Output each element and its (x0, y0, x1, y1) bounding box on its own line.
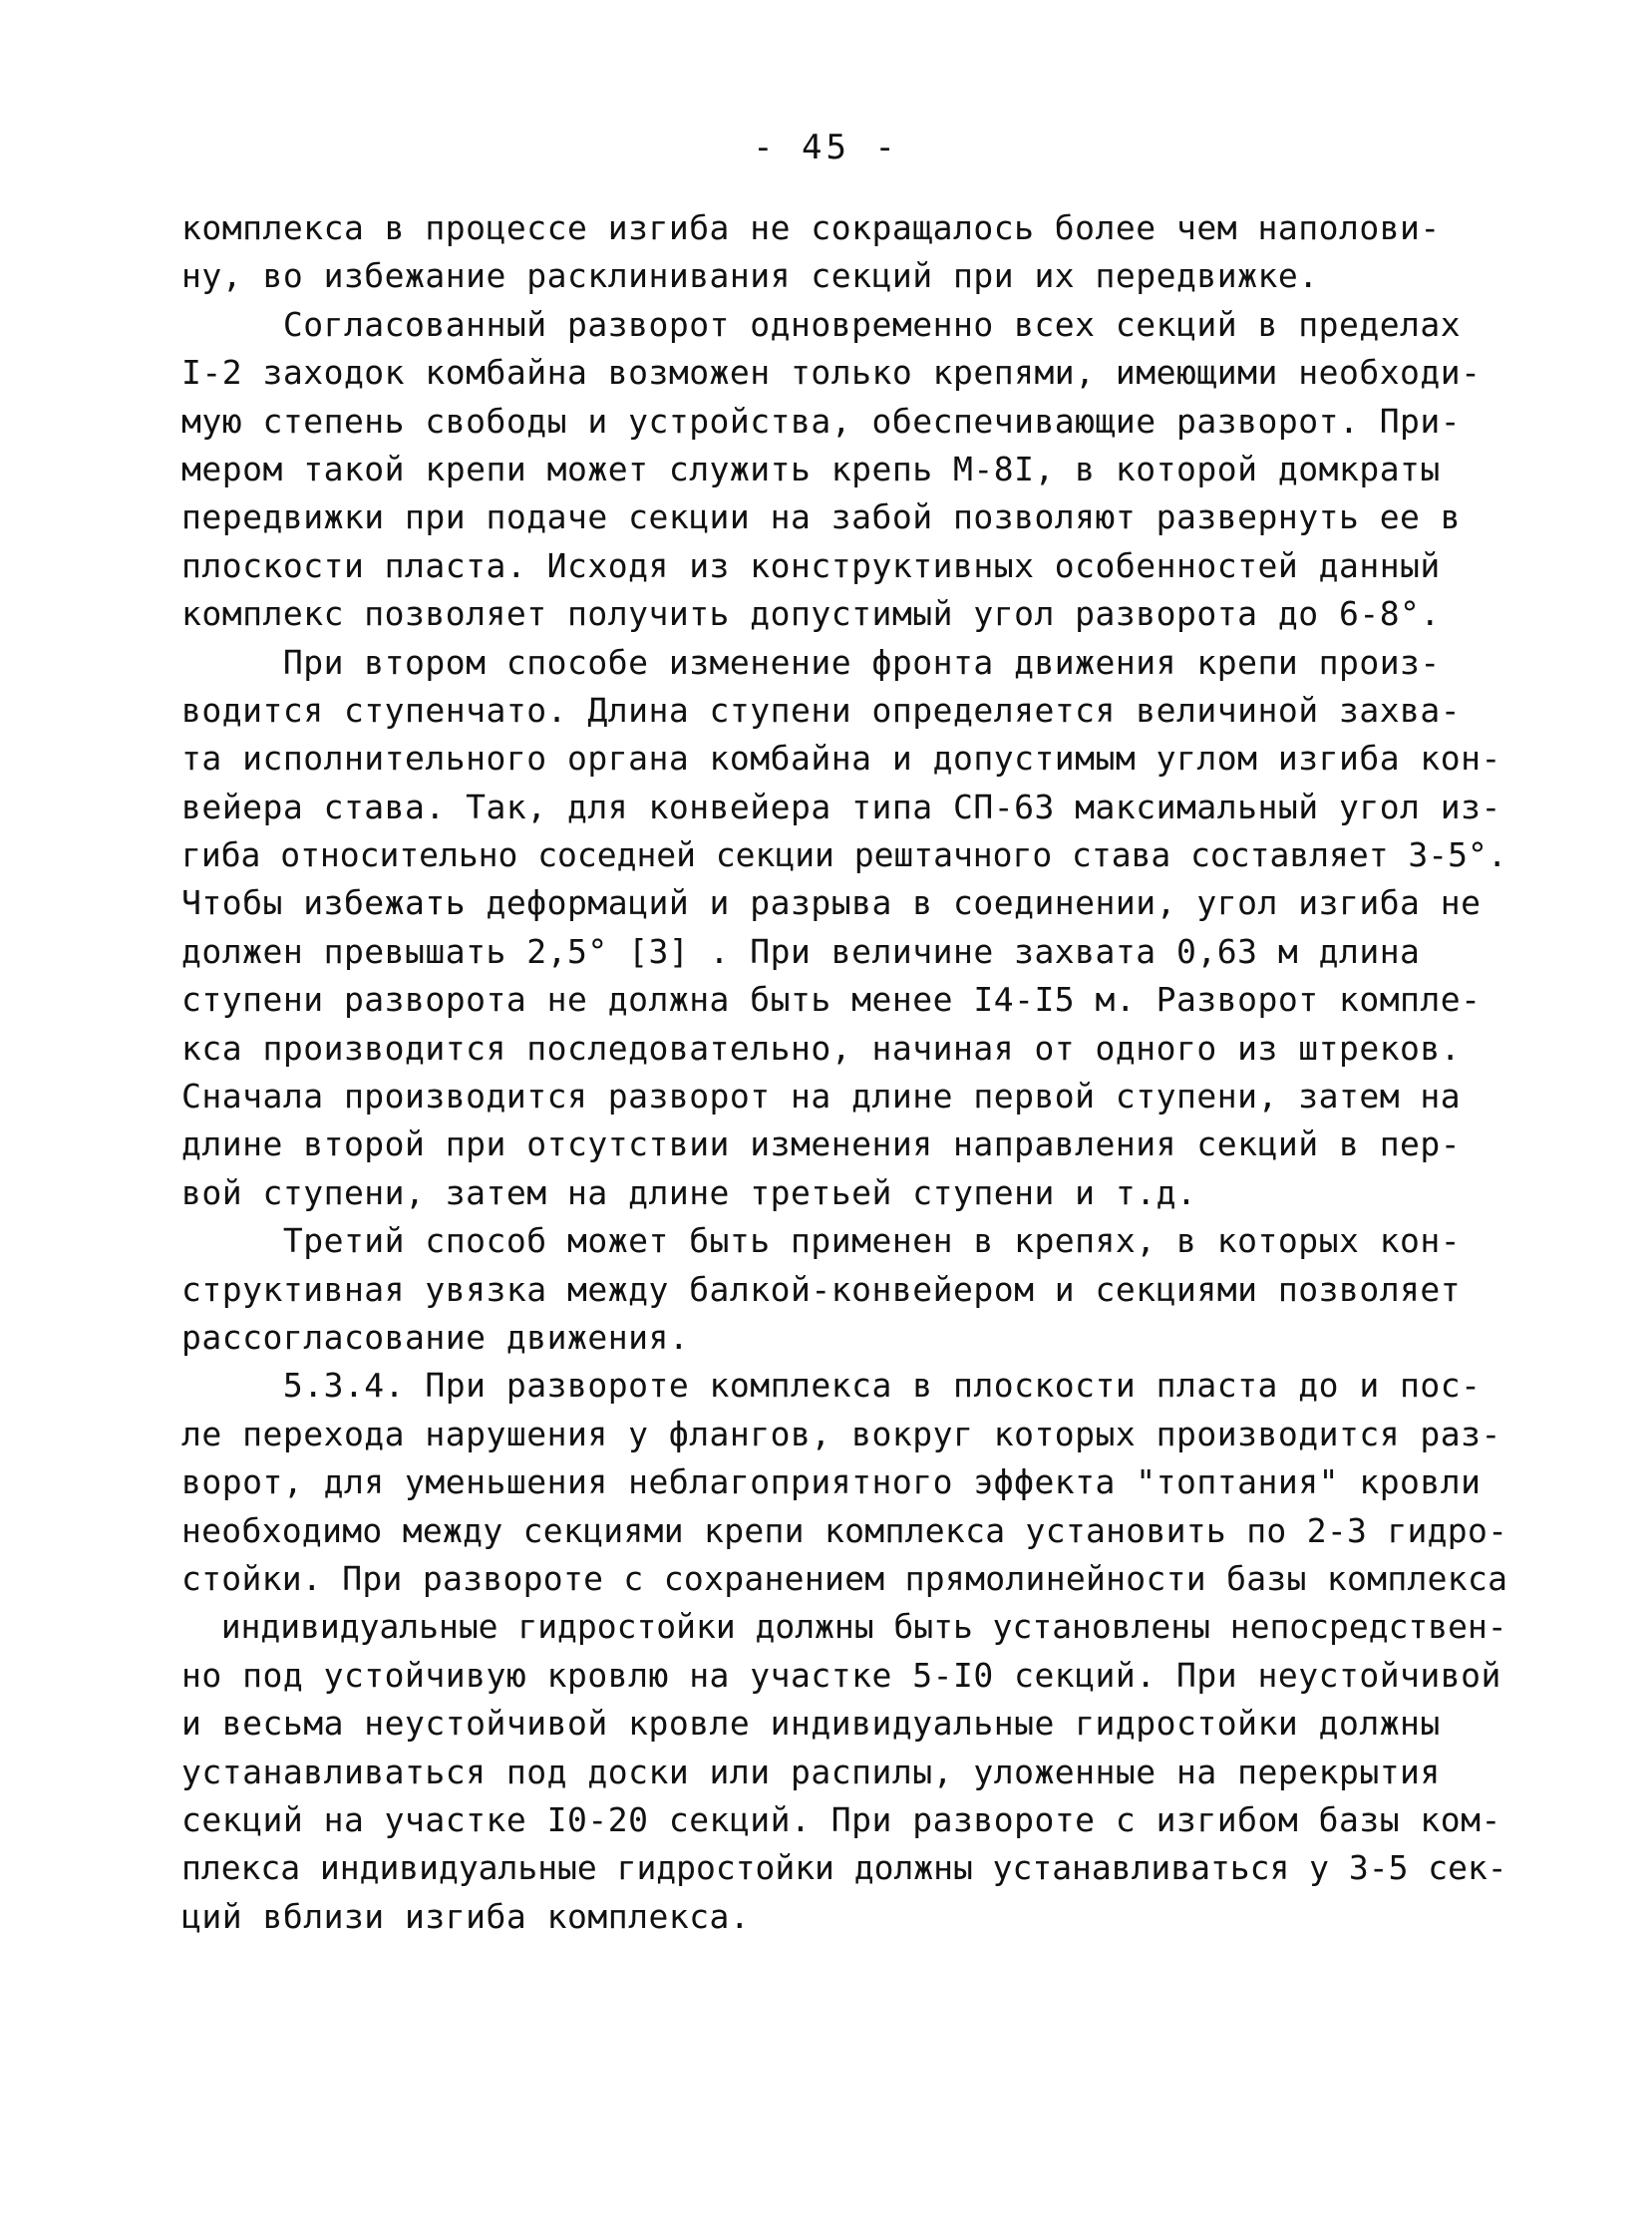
text-line: комплекса в процессе изгиба не сокращалось более чем наполови- (181, 208, 1441, 247)
text-line: рассогласование движения. (181, 1317, 690, 1357)
text-line: ступени разворота не должна быть менее I4-I5 м. Разворот компле- (181, 980, 1482, 1020)
text-line: При втором способе изменение фронта движения крепи произ- (181, 642, 1441, 682)
text-line: вой ступени, затем на длине третьей ступени и т.д. (181, 1172, 1197, 1212)
text-line: водится ступенчато. Длина ступени определяется величиной захва- (181, 690, 1462, 730)
text-line: та исполнительного органа комбайна и допустимым углом изгиба кон- (181, 739, 1501, 779)
text-line: ле перехода нарушения у флангов, вокруг которых производится раз- (181, 1414, 1501, 1453)
text-line: ворот, для уменьшения неблагоприятного эффекта "топтания" кровли (181, 1462, 1482, 1502)
text-line: структивная увязка между балкой-конвейером и секциями позволяет (181, 1269, 1462, 1309)
text-line: Третий способ может быть применен в крепях, в которых кон- (181, 1221, 1462, 1261)
body-text (181, 204, 1507, 1941)
text-line: должен превышать 2,5° [3] . При величине захвата 0,63 м длина (181, 931, 1421, 971)
text-line: стойки. При развороте с сохранением прямолинейности базы комплекса (181, 1558, 1508, 1598)
text-line: Согласованный разворот одновременно всех секций в пределах (181, 304, 1462, 344)
text-line: передвижки при подаче секции на забой позволяют развернуть ее в (181, 497, 1462, 537)
text-line: длине второй при отсутствии изменения направления секций в пер- (181, 1124, 1462, 1164)
text-line: индивидуальные гидростойки должны быть установлены непосредствен- (181, 1607, 1507, 1647)
text-line: секций на участке I0-20 секций. При развороте с изгибом базы ком- (181, 1799, 1501, 1839)
text-line: комплекс позволяет получить допустимый угол разворота до 6-8°. (181, 594, 1441, 634)
text-line: 5.3.4. При развороте комплекса в плоскости пласта до и пос- (181, 1366, 1482, 1406)
text-line: Чтобы избежать деформаций и разрыва в соединении, угол изгиба не (181, 883, 1482, 923)
text-line: плоскости пласта. Исходя из конструктивных особенностей данный (181, 545, 1441, 585)
text-line: мером такой крепи может служить крепь М-8I, в которой домкраты (181, 449, 1441, 488)
text-line: ций вблизи изгиба комплекса. (181, 1896, 751, 1936)
text-line: гиба относительно соседней секции рештачного става составляет 3-5°. (181, 835, 1507, 875)
text-line: кса производится последовательно, начиная от одного из штреков. (181, 1028, 1462, 1068)
text-line: ну, во избежание расклинивания секций при их передвижке. (181, 256, 1319, 296)
text-line: необходимо между секциями крепи комплекса установить по 2-3 гидро- (181, 1510, 1508, 1550)
text-line: Сначала производится разворот на длине первой ступени, затем на (181, 1077, 1462, 1117)
text-line: I-2 заходок комбайна возможен только крепями, имеющими необходи- (181, 353, 1482, 393)
text-line: вейера става. Так, для конвейера типа СП-63 максимальный угол из- (181, 787, 1501, 826)
text-line: устанавливаться под доски или распилы, уложенные на перекрытия (181, 1752, 1441, 1791)
text-line: и весьма неустойчивой кровле индивидуальные гидростойки должны (181, 1704, 1441, 1744)
text-line: но под устойчивую кровлю на участке 5-I0 секций. При неустойчивой (181, 1655, 1501, 1695)
text-line: плекса индивидуальные гидростойки должны устанавливаться у 3-5 сек- (181, 1848, 1507, 1888)
text-line: мую степень свободы и устройства, обеспечивающие разворот. При- (181, 401, 1462, 441)
page-number: - 45 - (753, 128, 899, 167)
